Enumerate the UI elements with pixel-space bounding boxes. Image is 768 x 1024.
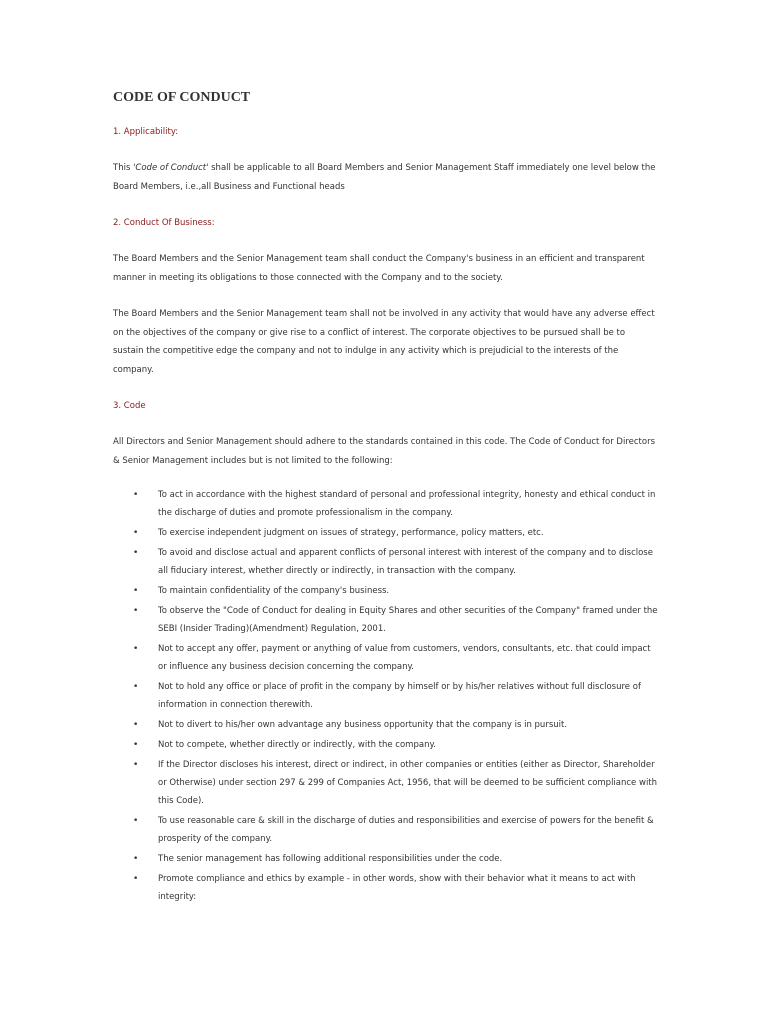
bullet-icon: • [133, 874, 139, 884]
document-page [113, 88, 658, 908]
bullet-icon: • [133, 760, 139, 770]
list-item [113, 582, 658, 600]
paragraph-conduct-2: The Board Members and the Senior Management team shall not be involved in any activity that would have any adverse effect on the objectives of the company or give rise to a conflict of interest. The corporate objectives to be pursued shall be to sustain the competitive edge the company and not to indulge in any activity which is prejudicial to the interests of the company. [113, 309, 655, 375]
paragraph-text: shall be applicable to all Board Members and Senior Management Staff immediately one level below the Board Members, i.e.,all Business and Functional heads [113, 163, 656, 192]
list-item-text: To observe the "Code of Conduct for dealing in Equity Shares and other securities of the Company" framed under the SEBI (Insider Trading)(Amendment) Regulation, 2001. [158, 606, 658, 634]
emphasis-code-of-conduct: 'Code of Conduct' [133, 163, 209, 173]
list-item-text: To exercise independent judgment on issues of strategy, performance, policy matters, etc. [158, 528, 544, 538]
list-item-text: Not to divert to his/her own advantage any business opportunity that the company is in pursuit. [158, 720, 568, 730]
list-item-text: The senior management has following additional responsibilities under the code. [158, 854, 503, 864]
list-item [113, 736, 658, 754]
list-item [113, 544, 658, 580]
list-item-text: Promote compliance and ethics by example - in other words, show with their behavior what it means to act with integrity: [158, 874, 636, 902]
bullet-icon: • [133, 644, 139, 654]
section-heading-conduct-of-business: 2. Conduct Of Business: [113, 218, 215, 228]
bullet-icon: • [133, 606, 139, 616]
list-item-text: To avoid and disclose actual and apparent conflicts of personal interest with interest of the company and to disclose all fiduciary interest, whether directly or indirectly, in transaction with the company. [158, 548, 653, 576]
bullet-icon: • [133, 816, 139, 826]
paragraph-conduct-1: The Board Members and the Senior Management team shall conduct the Company's business in an efficient and transparent manner in meeting its obligations to those connected with the Company and to the society. [113, 254, 645, 283]
list-item-text: To use reasonable care & skill in the discharge of duties and responsibilities and exercise of powers for the benefit & prosperity of the company. [158, 816, 654, 844]
section-heading-applicability: 1. Applicability: [113, 127, 179, 137]
list-item [113, 640, 658, 676]
bullet-icon: • [133, 682, 139, 692]
list-item [113, 524, 658, 542]
bullet-icon: • [133, 586, 139, 596]
bullet-icon: • [133, 528, 139, 538]
list-item [113, 756, 658, 810]
list-item-text: Not to hold any office or place of profit in the company by himself or by his/her relatives without full disclosure of information in connection therewith. [158, 682, 641, 710]
code-bullet-list [113, 486, 658, 906]
section-heading-code: 3. Code [113, 401, 146, 411]
list-item [113, 602, 658, 638]
list-item [113, 812, 658, 848]
list-item-text: To maintain confidentiality of the company's business. [158, 586, 390, 596]
document-title: CODE OF CONDUCT [113, 90, 251, 105]
paragraph-text: This [113, 163, 134, 173]
list-item-text: Not to compete, whether directly or indirectly, with the company. [158, 740, 436, 750]
bullet-icon: • [133, 854, 139, 864]
list-item [113, 486, 658, 522]
list-item [113, 850, 658, 868]
bullet-icon: • [133, 490, 139, 500]
paragraph-code-intro: All Directors and Senior Management should adhere to the standards contained in this code. The Code of Conduct for Directors & Senior Management includes but is not limited to the following: [113, 437, 656, 466]
bullet-icon: • [133, 720, 139, 730]
list-item [113, 678, 658, 714]
list-item-text: If the Director discloses his interest, direct or indirect, in other companies or entities (either as Director, Shareholder or Otherwise) under section 297 & 299 of Companies Act, 1956, that will be deemed to be sufficient compliance with this Code). [158, 760, 658, 806]
paragraph-applicability [113, 159, 658, 196]
list-item [113, 870, 658, 906]
list-item [113, 716, 658, 734]
bullet-icon: • [133, 740, 139, 750]
list-item-text: Not to accept any offer, payment or anything of value from customers, vendors, consultants, etc. that could impact or influence any business decision concerning the company. [158, 644, 651, 672]
list-item-text: To act in accordance with the highest standard of personal and professional integrity, honesty and ethical conduct in the discharge of duties and promote professionalism in the company. [158, 490, 656, 518]
bullet-icon: • [133, 548, 139, 558]
